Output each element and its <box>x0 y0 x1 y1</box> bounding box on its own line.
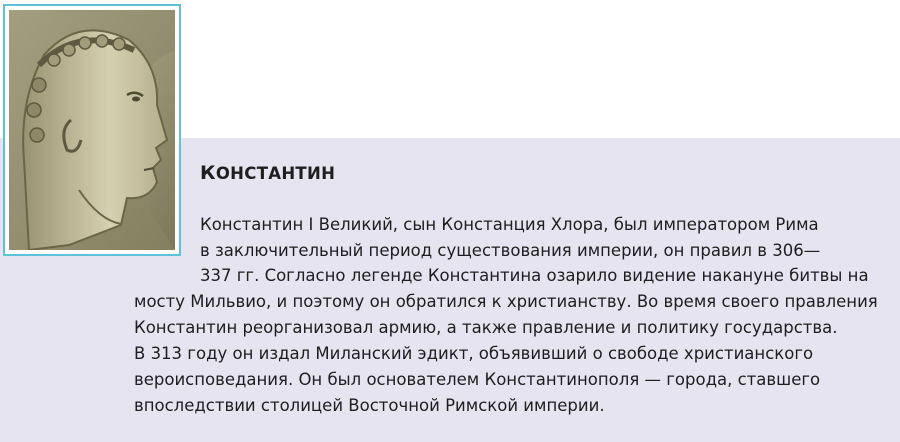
paragraph-line: в заключительный период существования империи, он правил в 306— <box>200 241 821 260</box>
paragraph-line: мосту Мильвио, и поэтому он обратился к христианству. Во время своего правления <box>134 292 878 311</box>
coin-portrait-icon <box>9 10 175 250</box>
coin-portrait-frame <box>3 4 181 256</box>
title-initial: К <box>200 162 216 184</box>
paragraph-line: впоследствии столицей Восточной Римской империи. <box>134 396 605 415</box>
paragraph-line: Константин I Великий, сын Констанция Хлора, был императором Рима <box>200 215 819 234</box>
section-title <box>200 162 335 184</box>
paragraph-line: В 313 году он издал Миланский эдикт, объявивший о свободе христианского <box>134 344 814 363</box>
paragraph-line: 337 гг. Согласно легенде Константина озарило видение накануне битвы на <box>200 266 869 285</box>
paragraph-line: Константин реорганизовал армию, а также правление и политику государства. <box>134 318 838 337</box>
paragraph-line: вероисповедания. Он был основателем Константинополя — города, ставшего <box>134 370 821 389</box>
title-rest: ОНСТАНТИН <box>215 164 336 183</box>
